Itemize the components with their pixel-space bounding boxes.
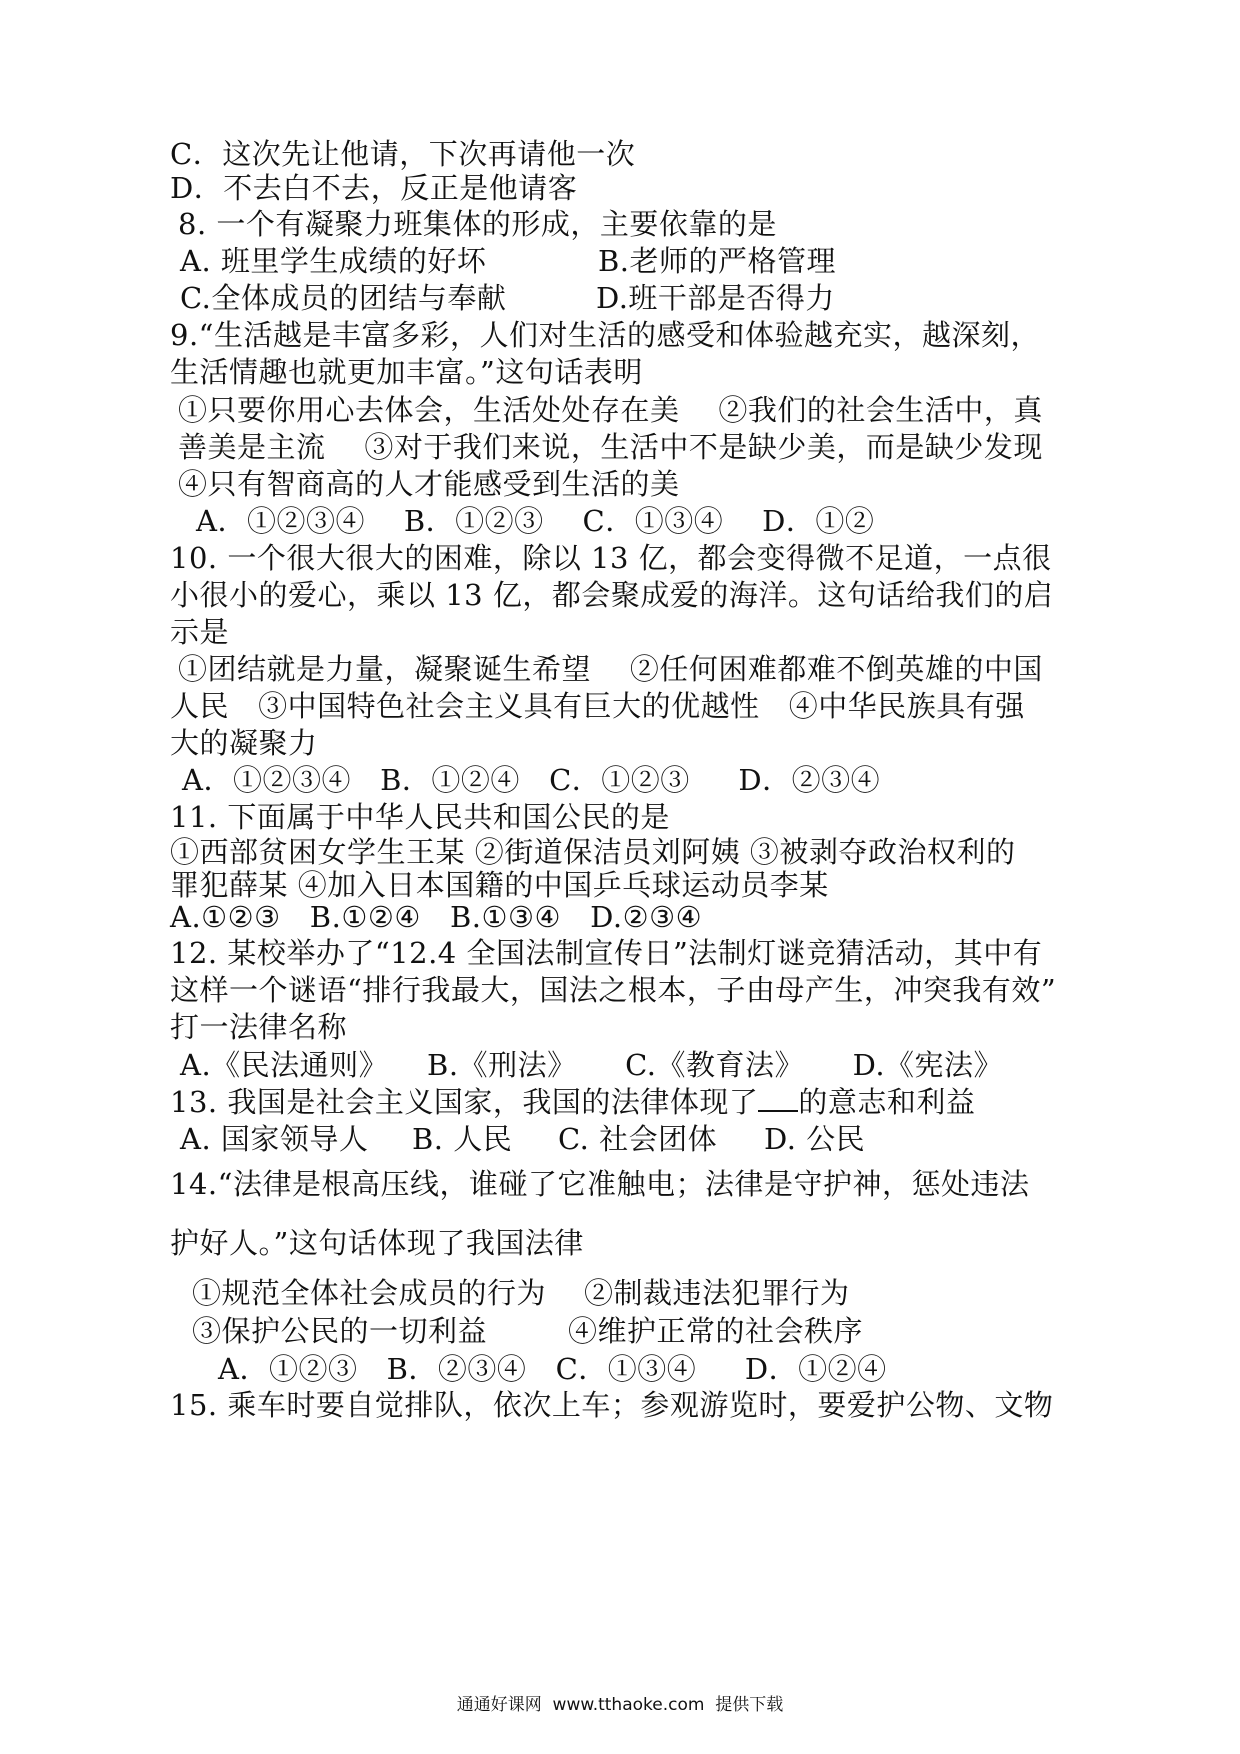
q9-stem-line1: 9.“生活越是丰富多彩，人们对生活的感受和体验越充实，越深刻， bbox=[170, 318, 1040, 352]
q7-option-d: D．不去白不去，反正是他请客 bbox=[170, 171, 578, 205]
q14-statement-3: ③保护公民的一切利益 bbox=[192, 1314, 488, 1348]
q13-option-c: C. 社会团体 bbox=[558, 1122, 718, 1156]
q14-statement-1: ①规范全体社会成员的行为 bbox=[192, 1276, 547, 1310]
q10-statement-line2: 人民 ③中国特色社会主义具有巨大的优越性 ④中华民族具有强 bbox=[170, 689, 1025, 723]
q10-statement-line1: ①团结就是力量，凝聚诞生希望 ②任何困难都难不倒英雄的中国 bbox=[178, 652, 1043, 686]
q12-stem-line2: 这样一个谜语“排行我最大，国法之根本，子由母产生，冲突我有效” bbox=[170, 973, 1057, 1007]
q8-option-b: B.老师的严格管理 bbox=[598, 244, 837, 278]
q9-stem-line2: 生活情趣也就更加丰富。”这句话表明 bbox=[170, 355, 643, 389]
q8-option-c: C.全体成员的团结与奉献 bbox=[180, 281, 507, 315]
q14-stem-line2: 护好人。”这句话体现了我国法律 bbox=[170, 1226, 584, 1260]
fill-in-blank bbox=[758, 1084, 798, 1112]
q11-stem: 11. 下面属于中华人民共和国公民的是 bbox=[170, 800, 670, 834]
q13-option-a: A. 国家领导人 bbox=[180, 1122, 369, 1156]
q10-stem-line3: 示是 bbox=[170, 615, 230, 649]
q15-stem-line1: 15. 乘车时要自觉排队，依次上车；参观游览时，要爱护公物、文物 bbox=[170, 1388, 1054, 1422]
q8-option-d: D.班干部是否得力 bbox=[596, 281, 835, 315]
q14-statement-4: ④维护正常的社会秩序 bbox=[568, 1314, 864, 1348]
q9-options: A．①②③④ B．①②③ C．①③④ D．①② bbox=[196, 504, 875, 538]
q11-statement-line1: ①西部贫困女学生王某 ②街道保洁员刘阿姨 ③被剥夺政治权利的 bbox=[170, 835, 1016, 869]
q9-statement-line1: ①只要你用心去体会，生活处处存在美 ②我们的社会生活中，真 bbox=[178, 393, 1043, 427]
q13-option-d: D. 公民 bbox=[764, 1122, 866, 1156]
q13-stem bbox=[170, 1084, 975, 1120]
q11-statement-line2: 罪犯薛某 ④加入日本国籍的中国乒乓球运动员李某 bbox=[170, 868, 829, 902]
page-footer: 通通好课网 www.tthaoke.com 提供下载 bbox=[456, 1695, 784, 1715]
q14-options: A．①②③ B．②③④ C．①③④ D．①②④ bbox=[218, 1352, 887, 1386]
q8-stem: 8. 一个有凝聚力班集体的形成，主要依靠的是 bbox=[178, 207, 777, 241]
q14-stem-line1: 14.“法律是根高压线，谁碰了它准触电；法律是守护神，惩处违法 bbox=[170, 1167, 1030, 1201]
q10-statement-line3: 大的凝聚力 bbox=[170, 726, 318, 760]
q11-options: A.①②③ B.①②④ B.①③④ D.②③④ bbox=[170, 900, 703, 934]
q9-statement-line2: 善美是主流 ③对于我们来说，生活中不是缺少美，而是缺少发现 bbox=[178, 430, 1043, 464]
q10-stem-line1: 10. 一个很大很大的困难，除以 13 亿，都会变得微不足道，一点很 bbox=[170, 541, 1052, 575]
q9-statement-line3: ④只有智商高的人才能感受到生活的美 bbox=[178, 467, 680, 501]
q10-stem-line2: 小很小的爱心，乘以 13 亿，都会聚成爱的海洋。这句话给我们的启 bbox=[170, 578, 1054, 612]
q12-stem-line3: 打一法律名称 bbox=[170, 1010, 348, 1044]
q10-options: A．①②③④ B．①②④ C．①②③ D．②③④ bbox=[182, 763, 881, 797]
q12-stem-line1: 12. 某校举办了“12.4 全国法制宣传日”法制灯谜竞猜活动，其中有 bbox=[170, 936, 1043, 970]
q7-option-c: C．这次先让他请，下次再请他一次 bbox=[170, 137, 636, 171]
q13-stem-part2: 的意志和利益 bbox=[798, 1085, 976, 1119]
q13-option-b: B. 人民 bbox=[412, 1122, 513, 1156]
q12-options: A.《民法通则》 B.《刑法》 C.《教育法》 D.《宪法》 bbox=[180, 1048, 1004, 1082]
q13-stem-part1: 13. 我国是社会主义国家，我国的法律体现了 bbox=[170, 1085, 759, 1119]
q8-option-a: A. 班里学生成绩的好坏 bbox=[180, 244, 487, 278]
q14-statement-2: ②制裁违法犯罪行为 bbox=[584, 1276, 850, 1310]
